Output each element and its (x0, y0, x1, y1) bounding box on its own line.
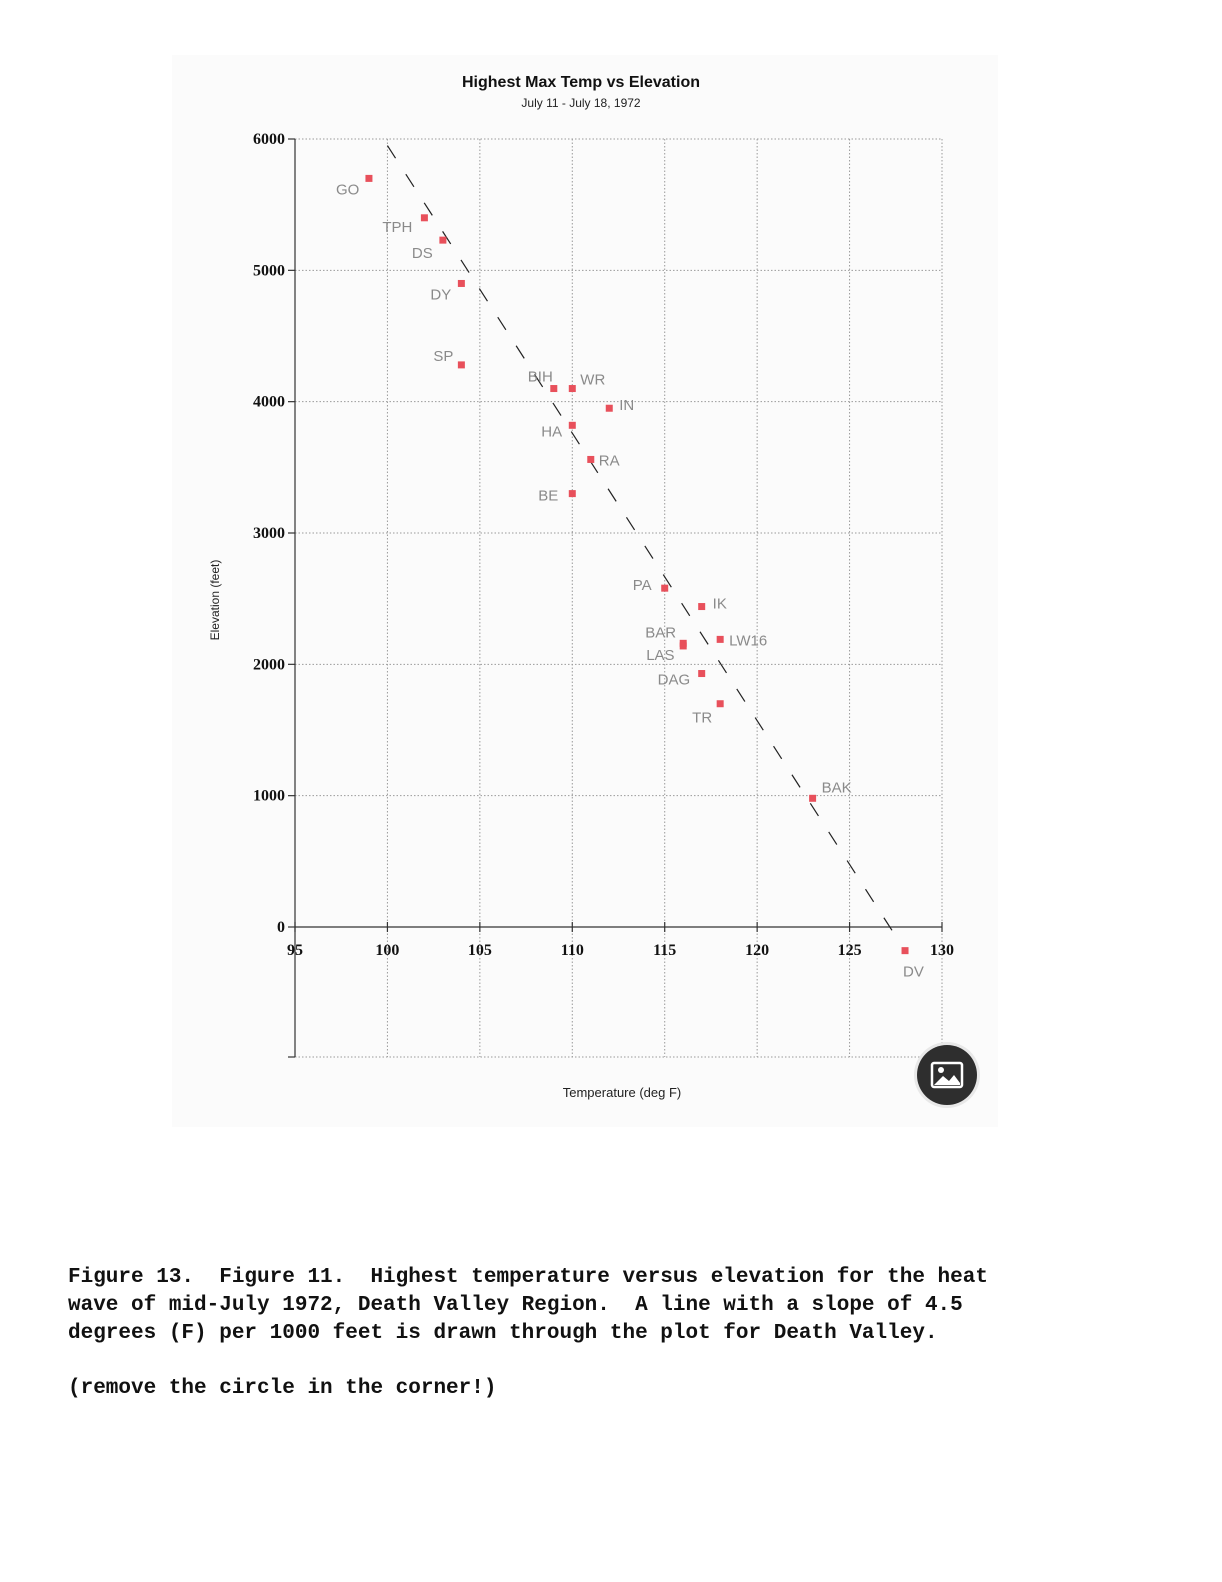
data-point-las (680, 642, 687, 649)
data-label-tr: TR (692, 709, 713, 727)
y-tick-label: 2000 (253, 656, 285, 674)
scatter-chart (172, 55, 998, 1127)
data-point-dag (698, 670, 705, 677)
trend-line-dash (479, 289, 487, 302)
data-label-ha: HA (541, 423, 563, 441)
x-tick-label: 105 (467, 942, 492, 959)
trend-line-dash (884, 918, 892, 931)
x-axis-label: Temperature (deg F) (562, 1085, 682, 1100)
x-tick-label: 95 (287, 942, 303, 959)
data-label-lw16: LW16 (729, 632, 768, 650)
trend-line-dash (553, 403, 561, 416)
x-tick-label: 100 (375, 942, 400, 959)
caption-note: (remove the circle in the corner!) (68, 1377, 497, 1400)
data-label-dag: DAG (657, 671, 691, 689)
trend-line-group (387, 146, 892, 931)
chart-subtitle: July 11 - July 18, 1972 (521, 96, 641, 110)
trend-line-dash (718, 660, 726, 673)
data-label-be: BE (538, 487, 559, 505)
data-label-sp: SP (433, 347, 454, 365)
data-label-las: LAS (646, 646, 675, 664)
trend-line-dash (516, 346, 524, 359)
x-tick-label: 120 (745, 942, 770, 959)
trend-line-dash (829, 832, 837, 845)
data-label-ds: DS (411, 245, 433, 263)
trend-line-dash (792, 775, 800, 788)
data-point-in (606, 405, 613, 412)
trend-line-dash (626, 517, 634, 530)
data-label-ik: IK (712, 595, 727, 613)
data-point-ik (698, 603, 705, 610)
trend-line-dash (406, 174, 414, 187)
data-point-dy (458, 280, 465, 287)
data-label-in: IN (619, 397, 635, 415)
trend-line-dash (810, 803, 818, 816)
x-tick-label: 130 (930, 942, 954, 959)
data-label-bar: BAR (645, 624, 677, 642)
data-point-tr (717, 700, 724, 707)
data-label-pa: PA (632, 577, 652, 595)
y-tick-label: 5000 (253, 262, 285, 280)
chart-title: Highest Max Temp vs Elevation (462, 74, 700, 91)
trend-line-dash (645, 546, 653, 559)
data-label-dv: DV (903, 963, 924, 981)
data-point-dv (902, 947, 909, 954)
data-points (336, 175, 924, 981)
data-point-ha (569, 422, 576, 429)
data-point-go (365, 175, 372, 182)
trend-line-dash (682, 603, 690, 616)
trend-line-dash (424, 203, 432, 216)
data-label-wr: WR (580, 371, 606, 389)
y-tick-label: 3000 (253, 525, 285, 542)
data-point-pa (661, 585, 668, 592)
y-tick-label: 4000 (253, 393, 285, 411)
trend-line-dash (737, 689, 745, 702)
data-label-go: GO (335, 181, 360, 199)
trend-line-dash (498, 317, 506, 330)
x-tick-label: 110 (560, 942, 584, 959)
trend-line-dash (387, 146, 395, 159)
image-badge-button[interactable] (917, 1045, 977, 1105)
data-point-wr (569, 385, 576, 392)
y-tick-label: 6000 (253, 131, 285, 148)
data-label-dy: DY (430, 286, 452, 304)
data-label-bih: BIH (527, 368, 553, 386)
figure-panel (172, 55, 998, 1127)
grid (295, 139, 942, 1057)
trend-line-dash (755, 718, 763, 731)
data-label-bak: BAK (821, 779, 852, 797)
figure-caption: Figure 13. Figure 11. Highest temperature versus elevation for the heat wave of mid-July 1972, Death Valley Region. A line with a slope of 4.5 degrees (F) per 1000 feet is drawn through the plot for Death Valley. (68, 1266, 988, 1345)
trend-line-dash (847, 861, 855, 874)
trend-line-dash (865, 889, 873, 902)
x-tick-label: 125 (837, 942, 862, 959)
data-point-bih (550, 385, 557, 392)
trend-line-dash (774, 746, 782, 759)
data-label-tph: TPH (382, 218, 413, 236)
data-point-be (569, 490, 576, 497)
y-tick-label: 0 (277, 919, 285, 936)
data-point-sp (458, 361, 465, 368)
trend-line-dash (700, 632, 708, 645)
data-point-lw16 (717, 636, 724, 643)
image-icon (929, 1057, 965, 1093)
y-axis-label: Elevation (feet) (208, 559, 222, 641)
y-tick-label: 1000 (253, 787, 285, 805)
data-point-tph (421, 214, 428, 221)
x-tick-label: 115 (653, 942, 677, 959)
trend-line-dash (608, 489, 616, 502)
trend-line-dash (461, 260, 469, 273)
data-point-ra (587, 456, 594, 463)
data-point-bak (809, 795, 816, 802)
data-point-ds (439, 237, 446, 244)
data-label-ra: RA (598, 452, 620, 470)
